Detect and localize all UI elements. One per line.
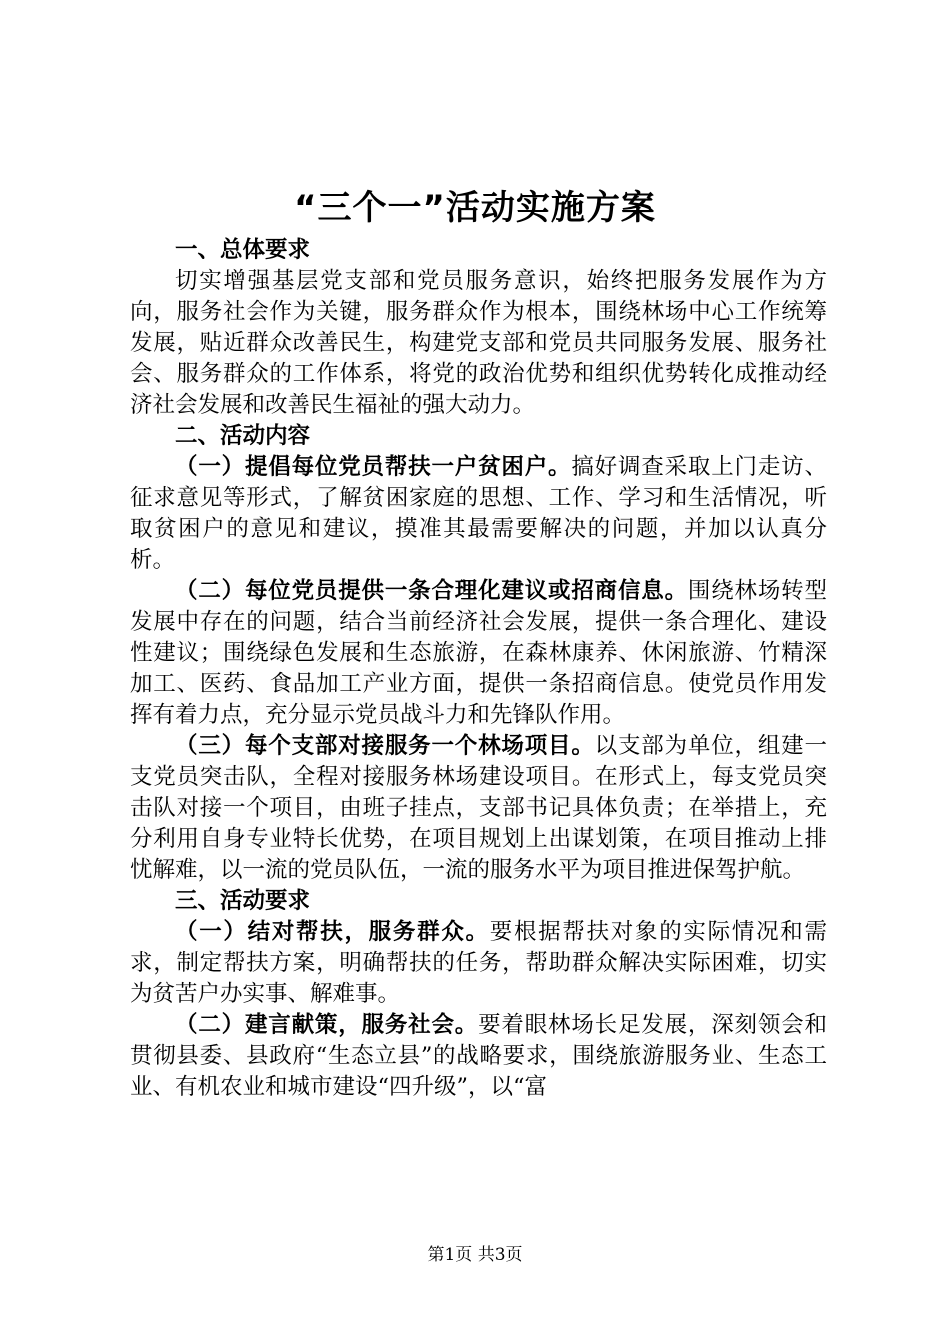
page-footer: 第1页 共3页 xyxy=(427,1245,523,1265)
paragraph-lead: （一）提倡每位党员帮扶一户贫困户。 xyxy=(175,454,572,480)
paragraph xyxy=(130,917,827,1010)
paragraph-lead: （一）结对帮扶，服务群众。 xyxy=(175,919,490,945)
document-body xyxy=(130,235,827,1103)
paragraph-lead: （二）每位党员提供一条合理化建议或招商信息。 xyxy=(175,578,688,604)
paragraph-text: 搞好调查采取上门走访、征求意见等形式，了解贫困家庭的思想、工作、学习和生活情况，听取贫困户的意见和建议，摸准其最需要解决的问题，并加以认真分析。 xyxy=(130,454,827,573)
document-title: “三个一”活动实施方案 xyxy=(294,188,656,228)
paragraph-text: 以支部为单位，组建一支党员突击队，全程对接服务林场建设项目。在形式上，每支党员突击队对接一个项目，由班子挂点，支部书记具体负责；在举措上，充分利用自身专业特长优势，在项目规划上出谋划策，在项目推动上排忧解难，以一流的党员队伍，一流的服务水平为项目推进保驾护航。 xyxy=(130,733,827,883)
paragraph-text: 围绕林场转型发展中存在的问题，结合当前经济社会发展，提供一条合理化、建设性建议；围绕绿色发展和生态旅游，在森林康养、休闲旅游、竹精深加工、医药、食品加工产业方面，提供一条招商信息。使党员作用发挥有着力点，充分显示党员战斗力和先锋队作用。 xyxy=(130,578,827,728)
paragraph-text: 切实增强基层党支部和党员服务意识，始终把服务发展作为方向，服务社会作为关键，服务群众作为根本，围绕林场中心工作统筹发展，贴近群众改善民生，构建党支部和党员共同服务发展、服务社会、服务群众的工作体系，将党的政治优势和组织优势转化成推动经济社会发展和改善民生福祉的强大动力。 xyxy=(130,268,827,418)
paragraph-text: 要根据帮扶对象的实际情况和需求，制定帮扶方案，明确帮扶的任务，帮助群众解决实际困难，切实为贫苦户办实事、解难事。 xyxy=(130,919,827,1007)
paragraph xyxy=(130,452,827,576)
paragraph-lead: （二）建言献策，服务社会。 xyxy=(175,1012,479,1038)
section-heading: 二、活动内容 xyxy=(175,423,311,449)
paragraph xyxy=(130,266,827,421)
paragraph xyxy=(130,576,827,731)
paragraph-lead: （三）每个支部对接服务一个林场项目。 xyxy=(175,733,595,759)
section-heading: 一、总体要求 xyxy=(175,237,311,263)
section-heading: 三、活动要求 xyxy=(175,888,311,914)
paragraph-text: 要着眼林场长足发展，深刻领会和贯彻县委、县政府“生态立县”的战略要求，围绕旅游服务业、生态工业、有机农业和城市建设“四升级”，以“富 xyxy=(130,1012,827,1100)
paragraph xyxy=(130,731,827,886)
paragraph xyxy=(130,1010,827,1103)
